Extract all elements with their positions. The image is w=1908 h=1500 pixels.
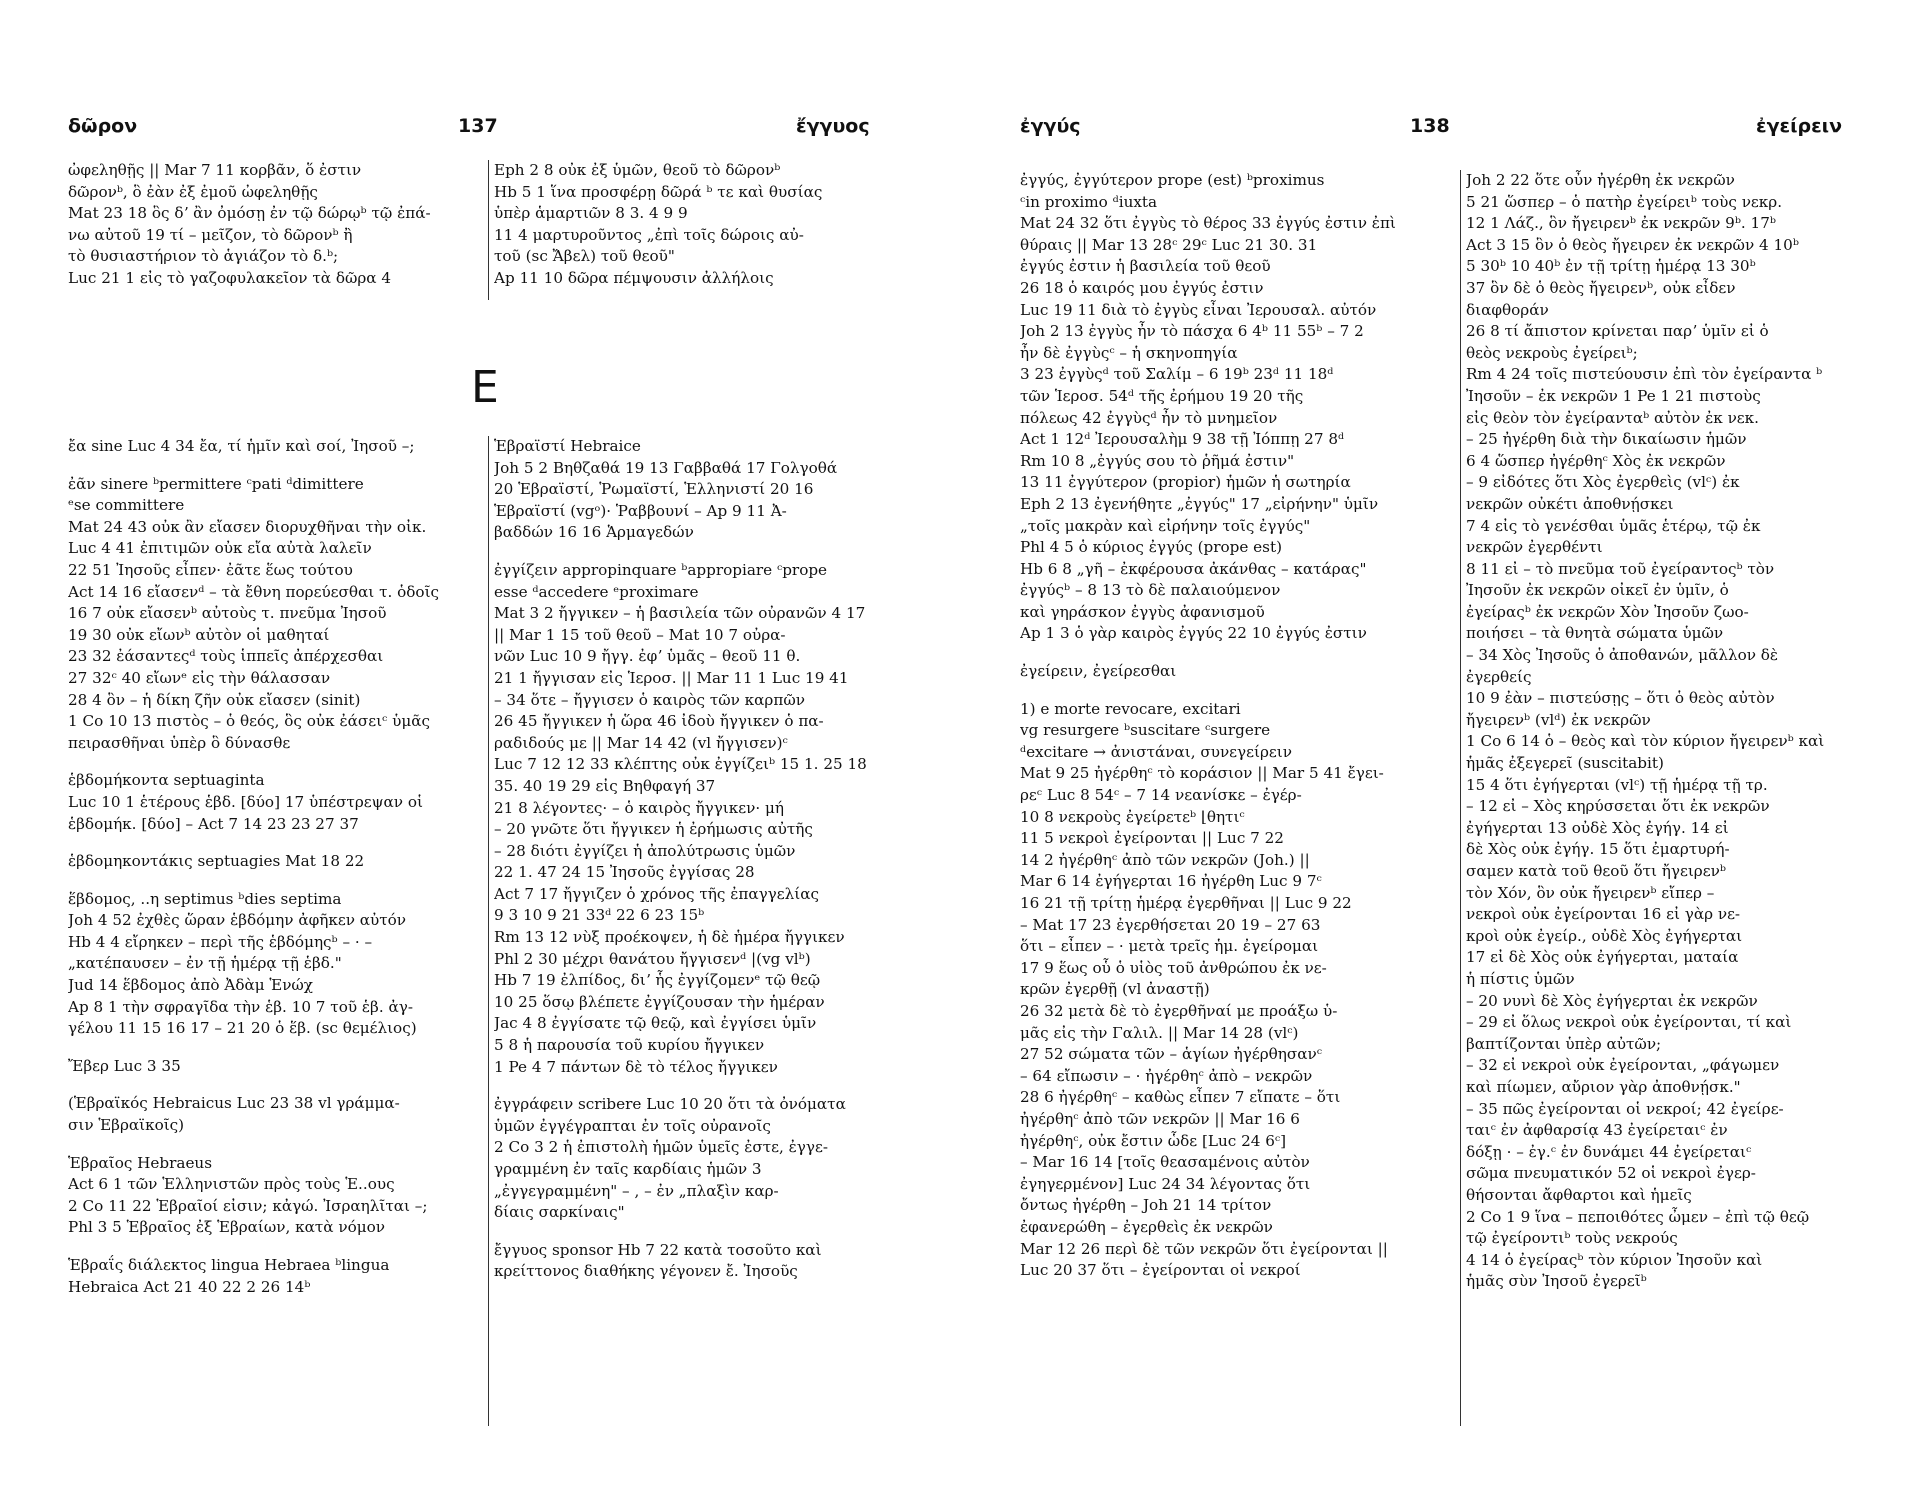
text-line: Mat 3 2 ἤγγικεν – ἡ βασιλεία τῶν οὐρανῶν 4 17 — [494, 604, 866, 623]
text-line: 2 Co 11 22 Ἑβραῖοί εἰσιν; κἀγώ. Ἰσραηλῖται –; — [68, 1196, 428, 1215]
text-line: ᶜin proximo ᵈiuxta — [1020, 192, 1158, 211]
text-line: δόξῃ · – ἐγ.ᶜ ἐν δυνάμει 44 ἐγείρεταιᶜ — [1466, 1142, 1752, 1161]
text-line: Act 6 1 τῶν Ἑλληνιστῶν πρὸς τοὺς Ἑ..ους — [68, 1175, 395, 1194]
text-line: 27 32ᶜ 40 εἴωνᵉ εἰς τὴν θάλασσαν — [68, 668, 331, 687]
text-line: esse ᵈaccedere ᵉproximare — [494, 582, 699, 601]
text-line: Act 7 17 ἤγγιζεν ὁ χρόνος τῆς ἐπαγγελίας — [494, 884, 819, 903]
text-line: 15 4 ὅτι ἐγήγερται (vlᶜ) τῇ ἡμέρᾳ τῇ τρ. — [1466, 775, 1768, 794]
text-line: κρείττονος διαθήκης γέγονεν ἔ. Ἰησοῦς — [494, 1262, 798, 1281]
text-line: 22 51 Ἰησοῦς εἶπεν· ἐᾶτε ἕως τούτου — [68, 560, 353, 579]
text-line: 2 Co 1 9 ἵνα – πεποιθότες ὦμεν – ἐπὶ τῷ θεῷ — [1466, 1207, 1810, 1226]
text-line: γέλου 11 15 16 17 – 21 20 ὁ ἕβ. (sc θεμέλιος) — [68, 1019, 417, 1038]
text-line: Mar 12 26 περὶ δὲ τῶν νεκρῶν ὅτι ἐγείρονται || — [1020, 1239, 1388, 1258]
text-line: Hb 6 8 „γῆ – ἐκφέρουσα ἀκάνθας – κατάρας" — [1020, 559, 1367, 578]
top-left-column — [68, 160, 488, 290]
text-line: 22 1. 47 24 15 Ἰησοῦς ἐγγίσας 28 — [494, 863, 755, 882]
text-line: ταιᶜ ἐν ἀφθαρσίᾳ 43 ἐγείρεταιᶜ ἐν — [1466, 1121, 1728, 1140]
text-line: ᵈexcitare → ἀνιστάναι, συνεγείρειν — [1020, 742, 1292, 761]
text-line: 17 εἰ δὲ Χὸς οὐκ ἐγήγερται, ματαία — [1466, 948, 1739, 967]
text-line: Ἑβραϊστί (vgᵒ)· Ῥαββουνί – Ap 9 11 Ἀ- — [494, 501, 787, 520]
text-line: Phl 3 5 Ἑβραῖος ἐξ Ἑβραίων, κατὰ νόμον — [68, 1218, 386, 1237]
text-line: 10 9 ἐὰν – πιστεύσῃς – ὅτι ὁ θεὸς αὐτὸν — [1466, 689, 1775, 708]
text-line: 1 Co 6 14 ὁ – θεὸς καὶ τὸν κύριον ἤγειρενᵇ καὶ — [1466, 732, 1825, 751]
text-line: Ἑβραῖος Hebraeus — [68, 1153, 213, 1172]
text-line: Ap 8 1 τὴν σφραγῖδα τὴν ἑβ. 10 7 τοῦ ἑβ. ἀγ- — [68, 997, 413, 1016]
text-line: ἔα sine Luc 4 34 ἔα, τί ἡμῖν καὶ σοί, Ἰησοῦ –; — [68, 437, 415, 455]
text-line: ἐγγίζειν appropinquare ᵇappropiare ᶜprope — [494, 560, 828, 579]
text-line: ἕβδομος, ..η septimus ᵇdies septima — [68, 889, 342, 908]
text-line: Joh 2 13 ἐγγὺς ἦν τὸ πάσχα 6 4ᵇ 11 55ᵇ – 7 2 — [1020, 322, 1364, 341]
text-line: πειρασθῆναι ὑπὲρ ὃ δύνασθε — [68, 733, 291, 752]
text-line: 21 1 ἤγγισαν εἰς Ἱεροσ. || Mar 11 1 Luc 19 41 — [494, 668, 849, 687]
text-line: τῷ ἐγείροντιᵇ τοὺς νεκρούς — [1466, 1229, 1678, 1248]
text-line: τὸ θυσιαστήριον τὸ ἁγιάζον τὸ δ.ᵇ; — [68, 247, 339, 266]
text-line: „τοῖς μακρὰν καὶ εἰρήνην τοῖς ἐγγύς" — [1020, 516, 1311, 535]
right-page-number: 138 — [1410, 115, 1450, 137]
lower-left-column — [68, 436, 488, 1298]
section-letter: Ε — [471, 362, 499, 413]
entry-gap — [68, 1239, 488, 1255]
text-line: εἰς θεὸν τὸν ἐγείρανταᵇ αὐτὸν ἐκ νεκ. — [1466, 408, 1759, 427]
text-line: Hebraica Act 21 40 22 2 26 14ᵇ — [68, 1277, 311, 1296]
text-line: 20 Ἑβραϊστί, Ῥωμαϊστί, Ἑλληνιστί 20 16 — [494, 480, 814, 499]
text-line: δὲ Χὸς οὐκ ἐγήγ. 15 ὅτι ἐμαρτυρή- — [1466, 840, 1730, 859]
text-line: 4 14 ὁ ἐγείραςᵇ τὸν κύριον Ἰησοῦν καὶ — [1466, 1250, 1763, 1269]
text-line: 7 4 εἰς τὸ γενέσθαι ὑμᾶς ἑτέρῳ, τῷ ἐκ — [1466, 516, 1761, 535]
text-line: Ἑβραϊστί Hebraice — [494, 437, 641, 455]
text-line: ὅτι – εἶπεν – · μετὰ τρεῖς ἡμ. ἐγείρομαι — [1020, 937, 1319, 956]
text-line: 1 Co 10 13 πιστὸς – ὁ θεός, ὃς οὐκ ἐάσειᶜ ὑμᾶς — [68, 712, 431, 731]
entry-gap — [494, 1078, 904, 1094]
text-line: – 64 εἴπωσιν – · ἠγέρθηᶜ ἀπὸ – νεκρῶν — [1020, 1066, 1313, 1085]
text-line: – 20 νυνὶ δὲ Χὸς ἐγήγερται ἐκ νεκρῶν — [1466, 991, 1758, 1010]
text-line: νω αὐτοῦ 19 τί – μεῖζον, τὸ δῶρονᵇ ἢ — [68, 225, 353, 244]
text-line: 6 4 ὥσπερ ἠγέρθηᶜ Χὸς ἐκ νεκρῶν — [1466, 451, 1726, 470]
text-line: – 34 ὅτε – ἤγγισεν ὁ καιρὸς τῶν καρπῶν — [494, 690, 805, 709]
text-line: ἑβδομήκ. [δύο] – Act 7 14 23 23 27 37 — [68, 814, 359, 833]
text-line: 28 6 ἠγέρθηᶜ – καθὼς εἶπεν 7 εἴπατε – ὅτι — [1020, 1088, 1341, 1107]
text-line: Joh 4 52 ἐχθὲς ὥραν ἑβδόμην ἀφῆκεν αὐτόν — [68, 911, 407, 930]
text-line: Hb 7 19 ἐλπίδος, διʼ ἧς ἐγγίζομενᵉ τῷ θεῷ — [494, 971, 821, 990]
text-line: ἐγγύςᵇ – 8 13 τὸ δὲ παλαιούμενον — [1020, 581, 1281, 600]
entry-gap — [68, 754, 488, 770]
text-line: – 9 εἰδότες ὅτι Χὸς ἐγερθεὶς (vlᶜ) ἐκ — [1466, 473, 1740, 492]
text-line: 17 9 ἕως οὗ ὁ υἱὸς τοῦ ἀνθρώπου ἐκ νε- — [1020, 958, 1327, 977]
text-line: 23 32 ἐάσαντεςᵈ τοὺς ἱππεῖς ἀπέρχεσθαι — [68, 647, 384, 666]
text-line: 26 18 ὁ καιρός μου ἐγγύς ἐστιν — [1020, 278, 1264, 297]
text-line: „ἐγγεγραμμένη" – , – ἐν „πλαξὶν καρ- — [494, 1181, 779, 1200]
text-line: Mat 23 18 ὃς δʼ ἂν ὀμόσῃ ἐν τῷ δώρῳᵇ τῷ ἐπά- — [68, 204, 431, 223]
text-line: ἐγείρειν, ἐγείρεσθαι — [1020, 662, 1177, 681]
text-line: τῶν Ἱεροσ. 54ᵈ τῆς ἐρήμου 19 20 τῆς — [1020, 386, 1304, 405]
text-line: ἡμᾶς σὺν Ἰησοῦ ἐγερεῖᵇ — [1466, 1272, 1647, 1291]
right-header-word-end: ἐγείρειν — [1756, 115, 1843, 137]
text-line: Mat 9 25 ἠγέρθηᶜ τὸ κοράσιον || Mar 5 41 ἔγει- — [1020, 764, 1384, 783]
text-line: 26 45 ἤγγικεν ἡ ὥρα 46 ἰδοὺ ἤγγικεν ὁ πα- — [494, 712, 824, 731]
text-line: 35. 40 19 29 εἰς Βηθφαγή 37 — [494, 776, 716, 795]
text-line: Rm 10 8 „ἐγγύς σου τὸ ῥῆμά ἐστιν" — [1020, 451, 1295, 470]
right-right-column — [1466, 170, 1886, 1293]
text-line: Phl 4 5 ὁ κύριος ἐγγύς (prope est) — [1020, 538, 1282, 557]
text-line: καὶ γηράσκον ἐγγὺς ἀφανισμοῦ — [1020, 602, 1265, 621]
text-line: ἑβδομηκοντάκις septuagies Mat 18 22 — [68, 852, 365, 871]
text-line: 1) e morte revocare, excitari — [1020, 699, 1241, 718]
text-line: ἐγγύς, ἐγγύτερον prope (est) ᵇproximus — [1020, 171, 1325, 189]
text-line: Ἰησοῦν ἐκ νεκρῶν οἰκεῖ ἐν ὑμῖν, ὁ — [1466, 581, 1729, 600]
text-line: 16 21 τῇ τρίτῃ ἡμέρᾳ ἐγερθῆναι || Luc 9 22 — [1020, 894, 1352, 912]
text-line: θύραις || Mar 13 28ᶜ 29ᶜ Luc 21 30. 31 — [1020, 235, 1318, 254]
text-line: ἐγερθείς — [1466, 667, 1532, 686]
text-line: νεκρῶν οὐκέτι ἀποθνῄσκει — [1466, 494, 1674, 513]
text-line: Rm 13 12 νὺξ προέκοψεν, ἡ δὲ ἡμέρα ἤγγικεν — [494, 928, 845, 947]
right-page — [954, 0, 1908, 1500]
text-line: σῶμα πνευματικόν 52 οἱ νεκροὶ ἐγερ- — [1466, 1164, 1756, 1183]
text-line: ᵉse committere — [68, 496, 185, 515]
text-line: Ap 11 10 δῶρα πέμψουσιν ἀλλήλοις — [494, 268, 774, 287]
text-line: ἐγήγερται 13 οὐδὲ Χὸς ἐγήγ. 14 εἰ — [1466, 818, 1729, 837]
text-line: 26 32 μετὰ δὲ τὸ ἐγερθῆναί με προάξω ὑ- — [1020, 1001, 1338, 1020]
text-line: 9 3 10 9 21 33ᵈ 22 6 23 15ᵇ — [494, 906, 705, 925]
text-line: ἐγγράφειν scribere Luc 10 20 ὅτι τὰ ὀνόματα — [494, 1095, 846, 1114]
text-line: βαδδών 16 16 Ἁρμαγεδών — [494, 523, 694, 542]
text-line: θήσονται ἄφθαρτοι καὶ ἡμεῖς — [1466, 1185, 1692, 1204]
text-line: νεκροὶ οὐκ ἐγείρονται 16 εἰ γὰρ νε- — [1466, 905, 1741, 924]
entry-gap — [494, 544, 904, 560]
text-line: 21 8 λέγοντες· – ὁ καιρὸς ἤγγικεν· μή — [494, 798, 784, 817]
text-line: Luc 7 12 12 33 κλέπτης οὐκ ἐγγίζειᵇ 15 1. 25 18 — [494, 755, 867, 774]
text-line: 3 23 ἐγγὺςᵈ τοῦ Σαλίμ – 6 19ᵇ 23ᵈ 11 18ᵈ — [1020, 365, 1334, 384]
right-left-column — [1020, 170, 1460, 1282]
top-right-column — [494, 160, 904, 290]
text-line: – 34 Χὸς Ἰησοῦς ὁ ἀποθανών, μᾶλλον δὲ — [1466, 646, 1779, 665]
text-line: 11 4 μαρτυροῦντος „ἐπὶ τοῖς δώροις αὐ- — [494, 225, 804, 244]
text-line: ἐγγύς ἐστιν ἡ βασιλεία τοῦ θεοῦ — [1020, 257, 1271, 276]
text-line: – 35 πῶς ἐγείρονται οἱ νεκροί; 42 ἐγείρε- — [1466, 1099, 1784, 1118]
text-line: „κατέπαυσεν – ἐν τῇ ἡμέρᾳ τῇ ἑβδ." — [68, 954, 342, 973]
right-header-word: ἐγγύς — [1020, 115, 1081, 137]
text-line: – Mat 17 23 ἐγερθήσεται 20 19 – 27 63 — [1020, 915, 1321, 934]
text-line: Act 14 16 εἴασενᵈ – τὰ ἔθνη πορεύεσθαι τ. ὁδοῖς — [68, 582, 440, 601]
text-line: Luc 20 37 ὅτι – ἐγείρονται οἱ νεκροί — [1020, 1261, 1301, 1280]
text-line: 28 4 ὃν – ἡ δίκη ζῆν οὐκ εἴασεν (sinit) — [68, 690, 361, 709]
text-line: ἡμᾶς ἐξεγερεῖ (suscitabit) — [1466, 754, 1664, 773]
text-line: – 28 διότι ἐγγίζει ἡ ἀπολύτρωσις ὑμῶν — [494, 841, 796, 860]
text-line: πόλεως 42 ἐγγὺςᵈ ἦν τὸ μνημεῖον — [1020, 408, 1278, 427]
text-line: 10 25 ὅσῳ βλέπετε ἐγγίζουσαν τὴν ἡμέραν — [494, 992, 825, 1011]
text-line: Luc 21 1 εἰς τὸ γαζοφυλακεῖον τὰ δῶρα 4 — [68, 268, 392, 287]
left-header-word-end: ἔγγυος — [796, 115, 870, 137]
text-line: τοῦ (sc Ἄβελ) τοῦ θεοῦ" — [494, 247, 675, 266]
text-line: Ἰησοῦν – ἐκ νεκρῶν 1 Pe 1 21 πιστοὺς — [1466, 386, 1761, 405]
text-line: 8 11 εἰ – τὸ πνεῦμα τοῦ ἐγείραντοςᵇ τὸν — [1466, 559, 1775, 578]
entry-gap — [1020, 645, 1460, 661]
text-line: Phl 2 30 μέχρι θανάτου ἤγγισενᵈ |(vg vlᵇ) — [494, 949, 811, 968]
text-line: δῶρονᵇ, ὃ ἐὰν ἐξ ἐμοῦ ὠφεληθῇς — [68, 182, 318, 201]
text-line: Ἔβερ Luc 3 35 — [68, 1056, 181, 1075]
text-line: ἐγηγερμένον] Luc 24 34 λέγοντας ὅτι — [1020, 1174, 1311, 1193]
left-page-number: 137 — [458, 115, 498, 137]
entry-gap — [68, 1137, 488, 1153]
text-line: Eph 2 13 ἐγενήθητε „ἐγγύς" 17 „εἰρήνην" ὑμῖν — [1020, 494, 1379, 513]
text-line: ἐᾶν sinere ᵇpermittere ᶜpati ᵈdimittere — [68, 474, 364, 493]
text-line: σιν Ἑβραϊκοῖς) — [68, 1116, 185, 1135]
text-line: ἦν δὲ ἐγγὺςᶜ – ἡ σκηνοπηγία — [1020, 343, 1238, 362]
text-line: ὠφεληθῇς || Mar 7 11 κορβᾶν, ὅ ἐστιν — [68, 161, 362, 179]
text-line: – 32 εἰ νεκροὶ οὐκ ἐγείρονται, „φάγωμεν — [1466, 1056, 1780, 1075]
text-line: μᾶς εἰς τὴν Γαλιλ. || Mar 14 28 (vlᶜ) — [1020, 1023, 1299, 1042]
text-line: Hb 4 4 εἴρηκεν – περὶ τῆς ἑβδόμηςᵇ – · – — [68, 932, 373, 951]
text-line: ἡ πίστις ὑμῶν — [1466, 969, 1575, 988]
text-line: – 25 ἠγέρθη διὰ τὴν δικαίωσιν ἡμῶν — [1466, 430, 1747, 449]
entry-gap — [68, 1040, 488, 1056]
text-line: νεκρῶν ἐγερθέντι — [1466, 538, 1603, 557]
column-rule — [488, 160, 489, 300]
text-line: διαφθοράν — [1466, 300, 1549, 319]
text-line: – 20 γνῶτε ὅτι ἤγγικεν ἡ ἐρήμωσις αὐτῆς — [494, 820, 813, 839]
text-line: Mat 24 43 οὐκ ἂν εἴασεν διορυχθῆναι τὴν οἰκ. — [68, 517, 427, 536]
text-line: δίαις σαρκίναις" — [494, 1203, 625, 1222]
text-line: ἤγειρενᵇ (vlᵈ) ἐκ νεκρῶν — [1466, 710, 1651, 729]
column-rule — [1460, 170, 1461, 1426]
text-line: 19 30 οὐκ εἴωνᵇ αὐτὸν οἱ μαθηταί — [68, 625, 330, 644]
text-line: 16 7 οὐκ εἴασενᵇ αὐτοὺς τ. πνεῦμα Ἰησοῦ — [68, 604, 387, 623]
text-line: Hb 5 1 ἵνα προσφέρῃ δῶρά ᵇ τε καὶ θυσίας — [494, 182, 823, 201]
entry-gap — [68, 458, 488, 474]
text-line: Luc 19 11 διὰ τὸ ἐγγὺς εἶναι Ἰερουσαλ. αὐτόν — [1020, 300, 1377, 319]
entry-gap — [68, 835, 488, 851]
entry-gap — [68, 1077, 488, 1093]
text-line: Joh 2 22 ὅτε οὖν ἠγέρθη ἐκ νεκρῶν — [1466, 171, 1735, 189]
text-line: κρῶν ἐγερθῇ (vl ἀναστῇ) — [1020, 980, 1210, 999]
column-rule — [488, 436, 489, 1426]
text-line: ποιήσει – τὰ θνητὰ σώματα ὑμῶν — [1466, 624, 1724, 643]
text-line: – 12 εἰ – Χὸς κηρύσσεται ὅτι ἐκ νεκρῶν — [1466, 797, 1770, 816]
text-line: ἑβδομήκοντα septuaginta — [68, 771, 265, 790]
entry-gap — [1020, 683, 1460, 699]
text-line: ἔγγυος sponsor Hb 7 22 κατὰ τοσοῦτο καὶ — [494, 1240, 822, 1259]
text-line: Joh 5 2 Βηθζαθά 19 13 Γαββαθά 17 Γολγοθά — [494, 458, 838, 477]
text-line: 12 1 Λάζ., ὃν ἤγειρενᵇ ἐκ νεκρῶν 9ᵇ. 17ᵇ — [1466, 214, 1776, 233]
text-line: ἠγέρθηᶜ ἀπὸ τῶν νεκρῶν || Mar 16 6 — [1020, 1109, 1300, 1128]
text-line: σαμεν κατὰ τοῦ θεοῦ ὅτι ἤγειρενᵇ — [1466, 862, 1726, 880]
text-line: βαπτίζονται ὑπὲρ αὐτῶν; — [1466, 1034, 1662, 1053]
text-line: ἐφανερώθη – ἐγερθεὶς ἐκ νεκρῶν — [1020, 1217, 1273, 1236]
text-line: ἐγείραςᵇ ἐκ νεκρῶν Χὸν Ἰησοῦν ζωο- — [1466, 602, 1749, 621]
text-line: ραδιδούς με || Mar 14 42 (vl ἤγγισεν)ᶜ — [494, 733, 788, 752]
text-line: Luc 10 1 ἑτέρους ἑβδ. [δύο] 17 ὑπέστρεψαν οἱ — [68, 792, 423, 811]
text-line: 2 Co 3 2 ἡ ἐπιστολὴ ἡμῶν ὑμεῖς ἐστε, ἐγγε- — [494, 1138, 828, 1157]
text-line: 11 5 νεκροὶ ἐγείρονται || Luc 7 22 — [1020, 829, 1284, 848]
text-line: καὶ πίωμεν, αὔριον γὰρ ἀποθνῄσκ." — [1466, 1077, 1741, 1096]
text-line: ὑπὲρ ἁμαρτιῶν 8 3. 4 9 9 — [494, 204, 688, 223]
lower-right-column — [494, 436, 904, 1283]
text-line: – Mar 16 14 [τοῖς θεασαμένοις αὐτὸν — [1020, 1153, 1310, 1172]
text-line: θεὸς νεκροὺς ἐγείρειᵇ; — [1466, 343, 1638, 362]
text-line: ὑμῶν ἐγγέγραπται ἐν τοῖς οὐρανοῖς — [494, 1116, 771, 1135]
text-line: Eph 2 8 οὐκ ἐξ ὑμῶν, θεοῦ τὸ δῶρονᵇ — [494, 161, 781, 179]
text-line: ρεᶜ Luc 8 54ᶜ – 7 14 νεανίσκε – ἐγέρ- — [1020, 786, 1302, 805]
entry-gap — [68, 873, 488, 889]
text-line: Mar 6 14 ἐγήγερται 16 ἠγέρθη Luc 9 7ᶜ — [1020, 872, 1322, 891]
text-line: – 29 εἰ ὅλως νεκροὶ οὐκ ἐγείρονται, τί καὶ — [1466, 1013, 1792, 1032]
text-line: νῶν Luc 10 9 ἤγγ. ἐφʼ ὑμᾶς – θεοῦ 11 θ. — [494, 647, 801, 666]
text-line: Ap 1 3 ὁ γὰρ καιρὸς ἐγγύς 22 10 ἐγγύς ἐστιν — [1020, 624, 1367, 643]
text-line: 14 2 ἠγέρθηᶜ ἀπὸ τῶν νεκρῶν (Joh.) || — [1020, 850, 1310, 869]
text-line: Rm 4 24 τοῖς πιστεύουσιν ἐπὶ τὸν ἐγείραντα ᵇ — [1466, 365, 1823, 384]
text-line: τὸν Χόν, ὃν οὐκ ἤγειρενᵇ εἴπερ – — [1466, 883, 1715, 902]
text-line: || Mar 1 15 τοῦ θεοῦ – Mat 10 7 οὐρα- — [494, 625, 786, 644]
text-line: 26 8 τί ἄπιστον κρίνεται παρʼ ὑμῖν εἰ ὁ — [1466, 322, 1769, 341]
text-line: 27 52 σώματα τῶν – ἁγίων ἠγέρθησανᶜ — [1020, 1045, 1322, 1064]
text-line: Luc 4 41 ἐπιτιμῶν οὐκ εἴα αὐτὰ λαλεῖν — [68, 539, 372, 558]
text-line: κροὶ οὐκ ἐγείρ., οὐδὲ Χὸς ἐγήγερται — [1466, 926, 1743, 945]
text-line: 5 30ᵇ 10 40ᵇ ἐν τῇ τρίτῃ ἡμέρᾳ 13 30ᵇ — [1466, 257, 1756, 276]
text-line: ὄντως ἠγέρθη – Joh 21 14 τρίτον — [1020, 1196, 1272, 1215]
text-line: Act 1 12ᵈ Ἰερουσαλὴμ 9 38 τῇ Ἰόππῃ 27 8ᵈ — [1020, 430, 1345, 449]
entry-gap — [494, 1224, 904, 1240]
text-line: 5 8 ἡ παρουσία τοῦ κυρίου ἤγγικεν — [494, 1036, 765, 1055]
text-line: ἠγέρθηᶜ, οὐκ ἔστιν ὧδε [Luc 24 6ᶜ] — [1020, 1131, 1287, 1150]
left-header-word: δῶρον — [68, 115, 138, 137]
text-line: Jac 4 8 ἐγγίσατε τῷ θεῷ, καὶ ἐγγίσει ὑμῖν — [494, 1014, 817, 1033]
text-line: Jud 14 ἕβδομος ἀπὸ Ἀδὰμ Ἑνώχ — [68, 976, 314, 995]
text-line: Mat 24 32 ὅτι ἐγγὺς τὸ θέρος 33 ἐγγύς ἐστιν ἐπὶ — [1020, 214, 1396, 233]
text-line: γραμμένη ἐν ταῖς καρδίαις ἡμῶν 3 — [494, 1160, 762, 1178]
text-line: vg resurgere ᵇsuscitare ᶜsurgere — [1020, 721, 1271, 740]
text-line: Act 3 15 ὃν ὁ θεὸς ἤγειρεν ἐκ νεκρῶν 4 10ᵇ — [1466, 235, 1799, 254]
text-line: 5 21 ὥσπερ – ὁ πατὴρ ἐγείρειᵇ τοὺς νεκρ. — [1466, 192, 1783, 211]
text-line: Ἑβραΐς διάλεκτος lingua Hebraea ᵇlingua — [68, 1256, 390, 1274]
text-line: (Ἑβραϊκός Hebraicus Luc 23 38 vl γράμμα- — [68, 1094, 400, 1113]
text-line: 37 ὃν δὲ ὁ θεὸς ἤγειρενᵇ, οὐκ εἶδεν — [1466, 278, 1736, 297]
text-line: 10 8 νεκροὺς ἐγείρετεᵇ ⌊θητιᶜ — [1020, 807, 1245, 826]
text-line: 1 Pe 4 7 πάντων δὲ τὸ τέλος ἤγγικεν — [494, 1057, 778, 1076]
text-line: 13 11 ἐγγύτερον (propior) ἡμῶν ἡ σωτηρία — [1020, 473, 1351, 492]
